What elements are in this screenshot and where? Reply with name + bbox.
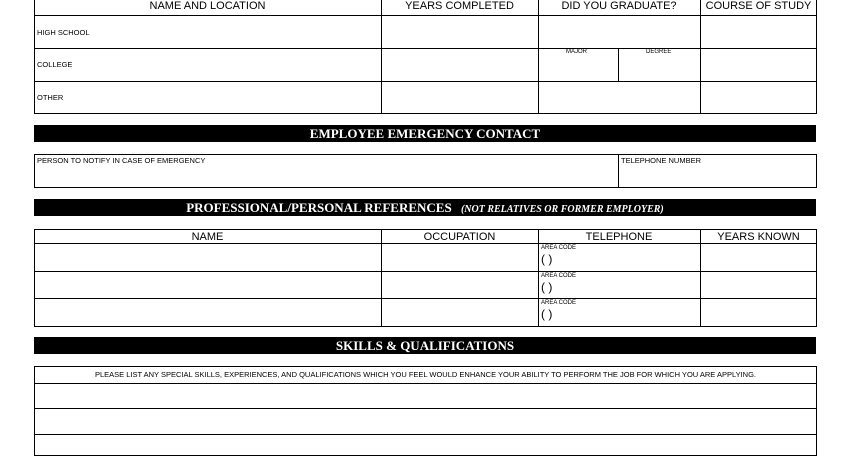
skills-line <box>34 383 817 384</box>
col-did-you-graduate: DID YOU GRADUATE? <box>561 0 677 12</box>
graduate-subdivider <box>618 48 619 81</box>
row-other: OTHER <box>37 93 64 102</box>
skills-instruction: PLEASE LIST ANY SPECIAL SKILLS, EXPERIENCES, AND QUALIFICATIONS WHICH YOU FEEL WOULD ENHANCE YOUR ABILITY TO PERFORM THE JOB FOR WHICH YOU ARE APPLYING. <box>94 370 756 379</box>
person-to-notify-label: PERSON TO NOTIFY IN CASE OF EMERGENCY <box>37 156 206 165</box>
education-col-divider <box>381 0 382 114</box>
references-title-note: (NOT RELATIVES OR FORMER EMPLOYER) <box>460 204 664 215</box>
emergency-contact-title <box>34 125 816 142</box>
row-high-school: HIGH SCHOOL <box>37 28 90 37</box>
emergency-divider <box>618 154 619 188</box>
skills-title <box>34 337 816 354</box>
references-title <box>34 199 816 216</box>
col-years-completed: YEARS COMPLETED <box>405 0 514 12</box>
references-title-text: PROFESSIONAL/PERSONAL REFERENCES <box>186 200 452 215</box>
col-name-location: NAME AND LOCATION <box>149 0 266 12</box>
col-ref-name: NAME <box>191 231 224 243</box>
area-code-parens: ( ) <box>541 280 553 294</box>
skills-title-text: SKILLS & QUALIFICATIONS <box>335 338 515 353</box>
skills-line <box>34 434 817 435</box>
col-course-of-study: COURSE OF STUDY <box>705 0 812 12</box>
education-col-divider <box>538 0 539 114</box>
telephone-number-label: TELEPHONE NUMBER <box>621 156 702 165</box>
skills-line <box>34 408 817 409</box>
col-ref-years-known: YEARS KNOWN <box>717 231 800 243</box>
emergency-title-text: EMPLOYEE EMERGENCY CONTACT <box>309 126 541 141</box>
col-ref-telephone: TELEPHONE <box>585 231 653 243</box>
major-label: MAJOR <box>566 49 587 55</box>
area-code-label: AREA CODE <box>541 245 577 251</box>
degree-label: DEGREE <box>646 49 672 55</box>
area-code-parens: ( ) <box>541 307 553 321</box>
area-code-parens: ( ) <box>541 252 553 266</box>
row-college: COLLEGE <box>37 60 73 69</box>
skills-box <box>34 366 817 456</box>
education-col-divider <box>700 0 701 114</box>
col-ref-occupation: OCCUPATION <box>423 231 496 243</box>
area-code-label: AREA CODE <box>541 273 577 279</box>
area-code-label: AREA CODE <box>541 300 577 306</box>
